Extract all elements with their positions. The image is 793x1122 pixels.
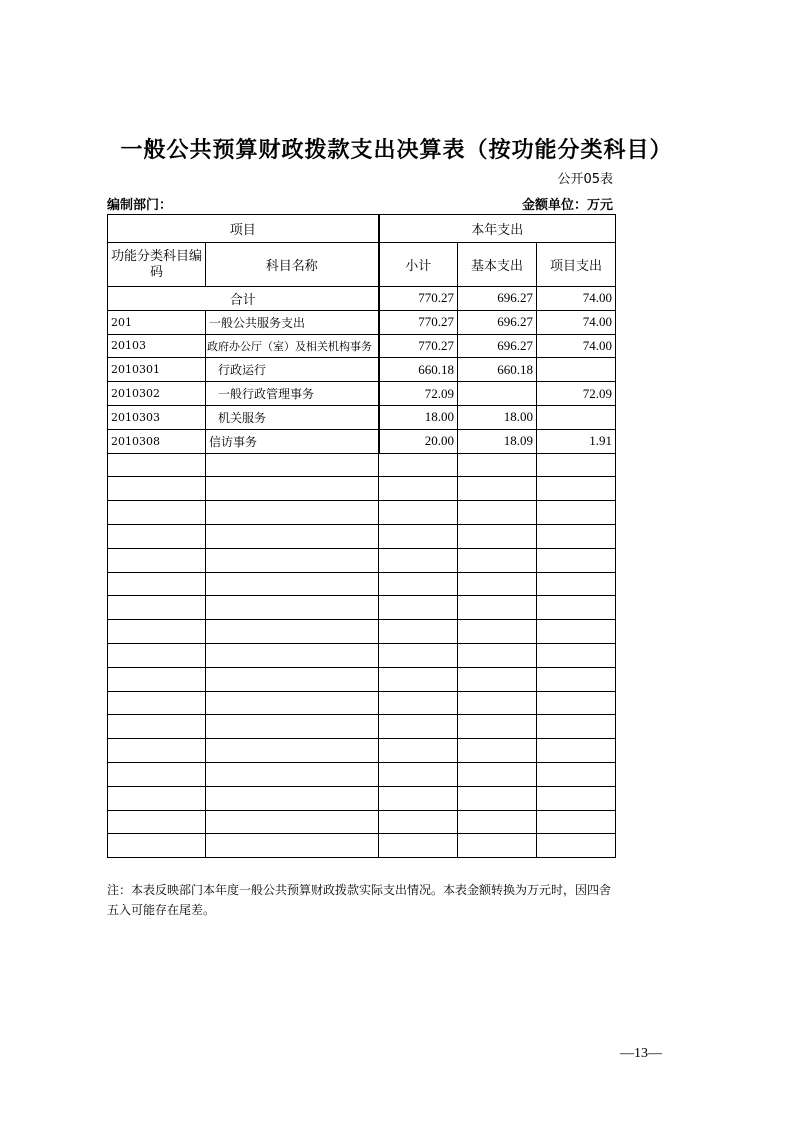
empty-cell xyxy=(206,524,379,548)
empty-cell xyxy=(108,620,206,644)
empty-row xyxy=(108,572,616,596)
empty-cell xyxy=(458,572,537,596)
empty-row xyxy=(108,477,616,501)
row-name: 行政运行 xyxy=(206,358,379,382)
empty-cell xyxy=(108,739,206,763)
empty-cell xyxy=(379,477,458,501)
empty-cell xyxy=(458,810,537,834)
row-code: 201 xyxy=(108,310,206,334)
row-subtotal: 770.27 xyxy=(379,310,458,334)
empty-cell xyxy=(206,620,379,644)
total-subtotal: 770.27 xyxy=(379,287,458,311)
empty-cell xyxy=(379,762,458,786)
header-row-1 xyxy=(108,215,616,243)
empty-cell xyxy=(537,691,616,715)
empty-cell xyxy=(108,810,206,834)
table-row xyxy=(108,382,616,406)
empty-cell xyxy=(458,477,537,501)
row-subtotal: 770.27 xyxy=(379,334,458,358)
empty-row xyxy=(108,762,616,786)
empty-cell xyxy=(108,643,206,667)
row-basic: 18.00 xyxy=(458,405,537,429)
table-row xyxy=(108,405,616,429)
department-label: 编制部门： xyxy=(107,198,173,213)
empty-cell xyxy=(206,453,379,477)
empty-cell xyxy=(379,620,458,644)
total-label: 合计 xyxy=(108,287,379,311)
empty-cell xyxy=(537,762,616,786)
empty-cell xyxy=(458,667,537,691)
header-row-2 xyxy=(108,243,616,287)
total-row xyxy=(108,287,616,311)
empty-cell xyxy=(108,786,206,810)
row-basic: 696.27 xyxy=(458,334,537,358)
empty-cell xyxy=(206,715,379,739)
empty-cell xyxy=(458,762,537,786)
empty-cell xyxy=(379,691,458,715)
empty-row xyxy=(108,691,616,715)
table-row xyxy=(108,310,616,334)
row-code: 20103 xyxy=(108,334,206,358)
empty-cell xyxy=(458,596,537,620)
expenditure-table xyxy=(107,214,616,858)
project-column-header: 项目支出 xyxy=(537,243,616,287)
empty-cell xyxy=(379,667,458,691)
empty-cell xyxy=(379,596,458,620)
row-project: 74.00 xyxy=(537,310,616,334)
row-basic: 696.27 xyxy=(458,310,537,334)
empty-cell xyxy=(206,501,379,525)
item-group-header: 项目 xyxy=(108,215,379,243)
empty-cell xyxy=(379,834,458,858)
empty-cell xyxy=(458,620,537,644)
empty-cell xyxy=(537,620,616,644)
empty-cell xyxy=(206,572,379,596)
total-project: 74.00 xyxy=(537,287,616,311)
row-project: 1.91 xyxy=(537,429,616,453)
empty-row xyxy=(108,596,616,620)
empty-cell xyxy=(537,643,616,667)
row-subtotal: 72.09 xyxy=(379,382,458,406)
empty-cell xyxy=(206,691,379,715)
empty-row xyxy=(108,501,616,525)
empty-cell xyxy=(206,762,379,786)
row-project: 72.09 xyxy=(537,382,616,406)
empty-cell xyxy=(108,453,206,477)
row-code: 2010301 xyxy=(108,358,206,382)
row-project xyxy=(537,358,616,382)
empty-cell xyxy=(206,548,379,572)
empty-cell xyxy=(108,524,206,548)
empty-cell xyxy=(537,596,616,620)
empty-cell xyxy=(458,715,537,739)
row-project xyxy=(537,405,616,429)
empty-cell xyxy=(206,834,379,858)
empty-cell xyxy=(108,596,206,620)
row-subtotal: 20.00 xyxy=(379,429,458,453)
empty-cell xyxy=(206,667,379,691)
empty-cell xyxy=(537,786,616,810)
row-subtotal: 18.00 xyxy=(379,405,458,429)
empty-cell xyxy=(108,572,206,596)
empty-cell xyxy=(537,548,616,572)
unit-label: 金额单位：万元 xyxy=(521,198,613,213)
empty-cell xyxy=(537,501,616,525)
row-name: 机关服务 xyxy=(206,405,379,429)
table-row xyxy=(108,358,616,382)
empty-cell xyxy=(379,810,458,834)
empty-cell xyxy=(379,643,458,667)
empty-cell xyxy=(537,667,616,691)
empty-row xyxy=(108,643,616,667)
row-code: 2010302 xyxy=(108,382,206,406)
empty-cell xyxy=(108,548,206,572)
form-number: 公开05表 xyxy=(557,172,613,187)
empty-cell xyxy=(206,786,379,810)
empty-cell xyxy=(458,524,537,548)
row-subtotal: 660.18 xyxy=(379,358,458,382)
row-code: 2010303 xyxy=(108,405,206,429)
empty-cell xyxy=(379,501,458,525)
row-name: 一般行政管理事务 xyxy=(206,382,379,406)
row-name: 政府办公厅（室）及相关机构事务 xyxy=(206,334,379,358)
empty-cell xyxy=(108,477,206,501)
page-title: 一般公共预算财政拨款支出决算表（按功能分类科目） xyxy=(120,138,673,163)
code-column-header: 功能分类科目编码 xyxy=(108,243,206,287)
basic-column-header: 基本支出 xyxy=(458,243,537,287)
empty-cell xyxy=(206,643,379,667)
empty-row xyxy=(108,786,616,810)
empty-row xyxy=(108,548,616,572)
row-name: 一般公共服务支出 xyxy=(206,310,379,334)
row-basic xyxy=(458,382,537,406)
empty-cell xyxy=(379,524,458,548)
empty-cell xyxy=(458,453,537,477)
empty-cell xyxy=(537,453,616,477)
empty-cell xyxy=(458,786,537,810)
empty-cell xyxy=(379,715,458,739)
empty-cell xyxy=(206,810,379,834)
empty-cell xyxy=(108,762,206,786)
empty-cell xyxy=(108,667,206,691)
empty-cell xyxy=(108,715,206,739)
empty-cell xyxy=(206,477,379,501)
empty-row xyxy=(108,667,616,691)
year-group-header: 本年支出 xyxy=(379,215,616,243)
row-basic: 660.18 xyxy=(458,358,537,382)
empty-cell xyxy=(379,548,458,572)
row-name: 信访事务 xyxy=(206,429,379,453)
row-project: 74.00 xyxy=(537,334,616,358)
empty-row xyxy=(108,715,616,739)
empty-cell xyxy=(458,834,537,858)
empty-cell xyxy=(206,739,379,763)
footnote: 注：本表反映部门本年度一般公共预算财政拨款实际支出情况。本表金额转换为万元时，因四舍五入可能存在尾差。 xyxy=(107,883,612,917)
subtotal-column-header: 小计 xyxy=(379,243,458,287)
page-number: —13— xyxy=(620,1046,662,1061)
empty-row xyxy=(108,453,616,477)
row-code: 2010308 xyxy=(108,429,206,453)
empty-row xyxy=(108,834,616,858)
empty-cell xyxy=(108,691,206,715)
empty-cell xyxy=(458,643,537,667)
empty-cell xyxy=(458,691,537,715)
row-basic: 18.09 xyxy=(458,429,537,453)
total-basic: 696.27 xyxy=(458,287,537,311)
empty-cell xyxy=(108,501,206,525)
empty-cell xyxy=(537,715,616,739)
empty-cell xyxy=(379,786,458,810)
empty-row xyxy=(108,739,616,763)
empty-cell xyxy=(206,596,379,620)
table-row xyxy=(108,334,616,358)
empty-cell xyxy=(379,453,458,477)
empty-cell xyxy=(537,477,616,501)
empty-cell xyxy=(379,739,458,763)
empty-cell xyxy=(537,524,616,548)
empty-cell xyxy=(379,572,458,596)
empty-cell xyxy=(537,739,616,763)
empty-row xyxy=(108,524,616,548)
empty-row xyxy=(108,620,616,644)
empty-cell xyxy=(108,834,206,858)
empty-cell xyxy=(458,548,537,572)
empty-cell xyxy=(537,834,616,858)
empty-cell xyxy=(458,501,537,525)
empty-cell xyxy=(458,739,537,763)
empty-cell xyxy=(537,810,616,834)
name-column-header: 科目名称 xyxy=(206,243,379,287)
table-row xyxy=(108,429,616,453)
empty-row xyxy=(108,810,616,834)
empty-cell xyxy=(537,572,616,596)
